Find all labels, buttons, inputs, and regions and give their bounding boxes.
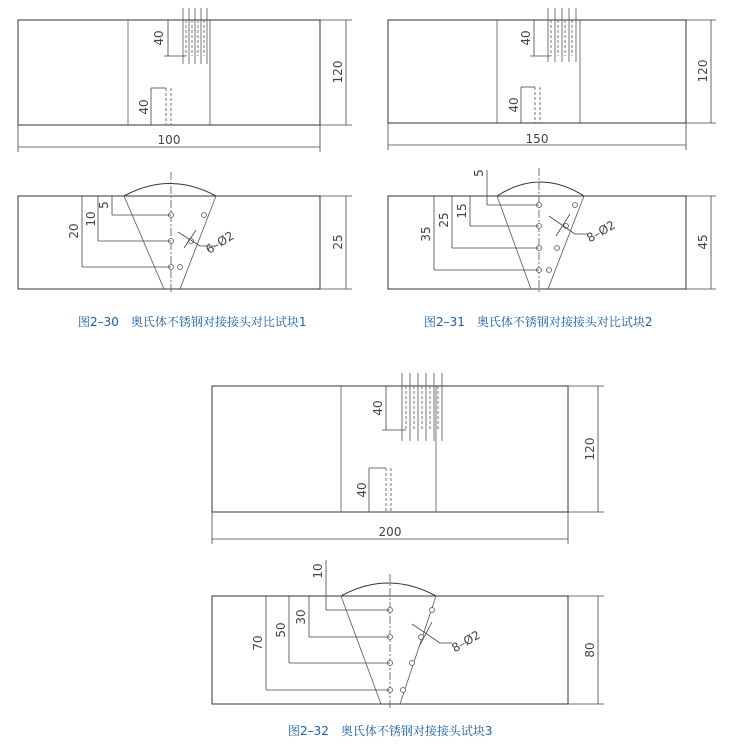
hole [430,608,435,613]
figure-1 [18,8,352,294]
width-dimension: 150 [525,132,549,146]
height-dimension: 120 [583,437,597,461]
figure-2-section-view [388,168,716,294]
caption-number: 图2–30 [78,315,119,329]
upper-hole-group [164,8,207,64]
depth-dimension: 70 [251,635,265,651]
upper-hole-dimension: 40 [519,30,533,46]
hole-callout: 6–Ø2 [203,228,237,257]
figure-3-top-view [212,373,604,544]
height-dimension: 120 [331,60,345,84]
depth-dimension: 5 [472,169,486,177]
plate-outline [212,386,568,512]
depth-dimension: 50 [274,622,288,638]
figure-1-caption [78,313,307,330]
groove-left [497,196,531,289]
hole [178,265,183,270]
depth-dimension: 30 [294,609,308,625]
lower-hole-group [369,468,391,512]
groove-right [548,196,584,289]
hole-callout: 8–Ø2 [584,217,618,246]
upper-hole-dimension: 40 [371,400,385,416]
weld-cap [497,182,584,196]
lower-hole-dimension: 40 [507,97,521,113]
depth-dimension: 35 [419,226,433,242]
figure-1-top-view [18,8,352,152]
plate-outline [388,20,686,123]
figure-2-top-view [388,8,716,150]
caption-title: 奥氏体不锈钢对接接头试块3 [340,724,493,738]
height-dimension: 120 [696,59,710,83]
caption-number: 图2–31 [424,315,465,329]
lower-hole-group [521,87,540,123]
lower-hole-dimension: 40 [355,482,369,498]
weld-cap [124,184,216,197]
depth-dimension: 5 [97,201,111,209]
upper-hole-dimension: 40 [152,30,166,46]
depth-dimension: 25 [437,212,451,228]
plate-outline [18,20,320,125]
hole [573,203,578,208]
hole [547,268,552,273]
hole [555,246,560,251]
figure-1-section-view [18,172,352,294]
thickness-dimension: 25 [331,234,345,250]
groove-left [341,596,381,704]
depth-dimension: 20 [67,223,81,239]
width-dimension: 200 [378,525,402,539]
thickness-dimension: 80 [583,642,597,658]
hole [419,635,424,640]
depth-dimension: 15 [455,203,469,219]
figure-3-section-view [212,560,604,710]
upper-hole-group [382,373,442,441]
width-dimension: 100 [157,133,181,147]
hole [401,688,406,693]
figure-2 [388,8,716,294]
depth-dimension: 10 [84,211,98,227]
caption-title: 奥氏体不锈钢对接接头对比试块1 [130,315,307,329]
thickness-dimension: 45 [696,234,710,250]
figure-3 [212,373,604,710]
weld-cap [341,583,436,596]
caption-number: 图2–32 [288,724,329,738]
hole-callout: 8–Ø2 [449,627,483,656]
caption-title: 奥氏体不锈钢对接接头对比试块2 [476,315,653,329]
groove-left [124,196,164,289]
hole [410,661,415,666]
lower-hole-dimension: 40 [137,99,151,115]
figure-3-caption [288,722,493,739]
upper-hole-group [530,8,576,62]
hole [202,213,207,218]
figure-2-caption [424,313,653,330]
lower-hole-group [151,88,171,125]
depth-dimension: 10 [311,563,325,579]
